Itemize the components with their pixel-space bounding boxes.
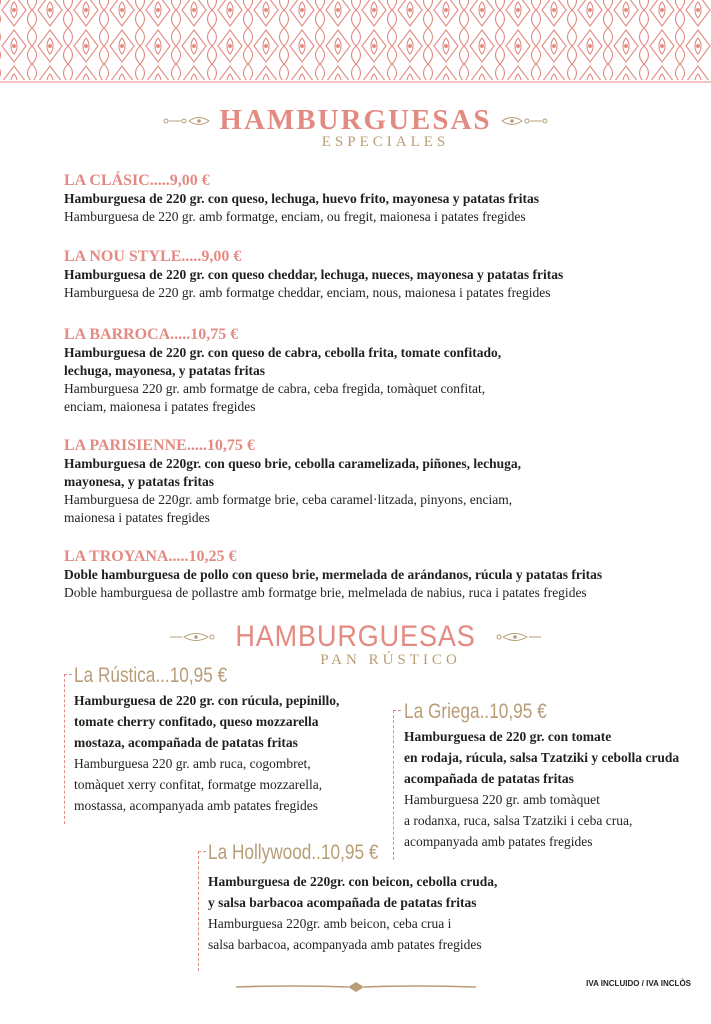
item-desc-ca: Doble hamburguesa de pollastre amb formatge brie, melmelada de nabius, ruca i patates fregides: [64, 585, 587, 600]
section-especiales-heading: [0, 104, 711, 151]
menu-item-rustica: [74, 664, 374, 816]
item-title: LA BARROCA.....10,75 €: [64, 326, 239, 343]
item-desc-es-line: Hamburguesa de 220 gr. con rúcula, pepinillo,: [74, 693, 340, 708]
section-pan-rustico-heading: [0, 620, 711, 669]
item-desc-es-line: Hamburguesa de 220 gr. con queso de cabra, cebolla frita, tomate confitado,: [64, 345, 502, 360]
item-desc-es-line: Hamburguesa de 220gr. con queso brie, cebolla caramelizada, piñones, lechuga,: [64, 456, 522, 471]
bracket-griega: [393, 710, 394, 860]
item-desc-ca-line: acompanyada amb patates fregides: [404, 834, 593, 849]
ornament-right-icon: [498, 115, 548, 127]
menu-item-griega: [404, 700, 704, 852]
item-desc-es: Hamburguesa de 220 gr. con queso, lechuga, huevo frito, mayonesa y patatas fritas: [64, 191, 540, 206]
menu-item-clasic: [64, 172, 684, 226]
menu-item-barroca: [64, 326, 684, 416]
item-desc-ca-line: tomàquet xerry confitat, formatge mozzarella,: [74, 777, 323, 792]
item-desc-ca-line: Hamburguesa de 220gr. amb formatge brie, ceba caramel·litzada, pinyons, enciam,: [64, 492, 513, 507]
item-desc-ca-line: Hamburguesa 220gr. amb beicon, ceba crua i: [208, 916, 452, 931]
menu-item-nou-style: [64, 248, 684, 302]
bracket-rustica: [64, 674, 65, 824]
bracket-hollywood: [198, 851, 199, 971]
item-title: La Rústica...10,95 €: [74, 664, 228, 687]
item-desc-es: Hamburguesa de 220 gr. con queso cheddar, lechuga, nueces, mayonesa y patatas fritas: [64, 267, 564, 282]
item-title: LA CLÁSIC.....9,00 €: [64, 172, 210, 189]
item-desc-es-line: en rodaja, rúcula, salsa Tzatziki y cebolla cruda: [404, 750, 680, 765]
item-desc-ca-line: salsa barbacoa, acompanyada amb patates fregides: [208, 937, 482, 952]
item-desc-ca-line: a rodanxa, ruca, salsa Tzatziki i ceba crua,: [404, 813, 633, 828]
item-title: LA NOU STYLE.....9,00 €: [64, 248, 242, 265]
ornament-right-icon: [495, 631, 541, 643]
item-desc-ca-line: Hamburguesa 220 gr. amb tomàquet: [404, 792, 600, 807]
section-subtitle: ESPECIALES: [321, 134, 450, 150]
item-desc-es-line: mostaza, acompañada de patatas fritas: [74, 735, 298, 750]
item-desc-ca-line: Hamburguesa 220 gr. amb ruca, cogombret,: [74, 756, 311, 771]
item-desc-es-line: acompañada de patatas fritas: [404, 771, 574, 786]
item-desc-es-line: tomate cherry confitado, queso mozzarella: [74, 714, 319, 729]
ornament-left-icon: [163, 115, 213, 127]
item-title: LA TROYANA.....10,25 €: [64, 548, 237, 565]
item-desc-es-line: Hamburguesa de 220gr. con beicon, cebolla cruda,: [208, 874, 498, 889]
item-desc-ca-line: enciam, maionesa i patates fregides: [64, 399, 256, 414]
item-desc-ca-line: mostassa, acompanyada amb patates fregides: [74, 798, 319, 813]
item-desc-es-line: mayonesa, y patatas fritas: [64, 474, 214, 489]
menu-item-parisienne: [64, 437, 684, 527]
item-title: La Griega..10,95 €: [404, 700, 547, 723]
item-title: LA PARISIENNE.....10,75 €: [64, 437, 255, 454]
item-desc-es-line: lechuga, mayonesa, y patatas fritas: [64, 363, 265, 378]
item-desc-ca-line: maionesa i patates fregides: [64, 510, 210, 525]
menu-item-troyana: [64, 548, 684, 602]
menu-item-hollywood: [208, 841, 528, 955]
ornament-left-icon: [170, 631, 216, 643]
section-title: HAMBURGUESAS: [219, 104, 492, 136]
item-desc-ca: Hamburguesa de 220 gr. amb formatge, enciam, ou fregit, maionesa i patates fregides: [64, 209, 526, 224]
header-pattern: [0, 0, 711, 88]
section-title: HAMBURGUESAS: [235, 620, 476, 653]
item-desc-ca-line: Hamburguesa 220 gr. amb formatge de cabra, ceba fregida, tomàquet confitat,: [64, 381, 486, 396]
item-desc-es-line: y salsa barbacoa acompañada de patatas fritas: [208, 895, 477, 910]
item-desc-es: Doble hamburguesa de pollo con queso brie, mermelada de arándanos, rúcula y patatas fritas: [64, 567, 603, 582]
item-title: La Hollywood..10,95 €: [208, 841, 379, 864]
section-subtitle: PAN RÚSTICO: [320, 652, 461, 668]
item-desc-es-line: Hamburguesa de 220 gr. con tomate: [404, 729, 612, 744]
tax-note: IVA INCLUIDO / IVA INCLÒS: [586, 979, 691, 988]
bottom-divider-ornament: [236, 980, 476, 994]
item-desc-ca: Hamburguesa de 220 gr. amb formatge cheddar, enciam, nous, maionesa i patates fregides: [64, 285, 551, 300]
